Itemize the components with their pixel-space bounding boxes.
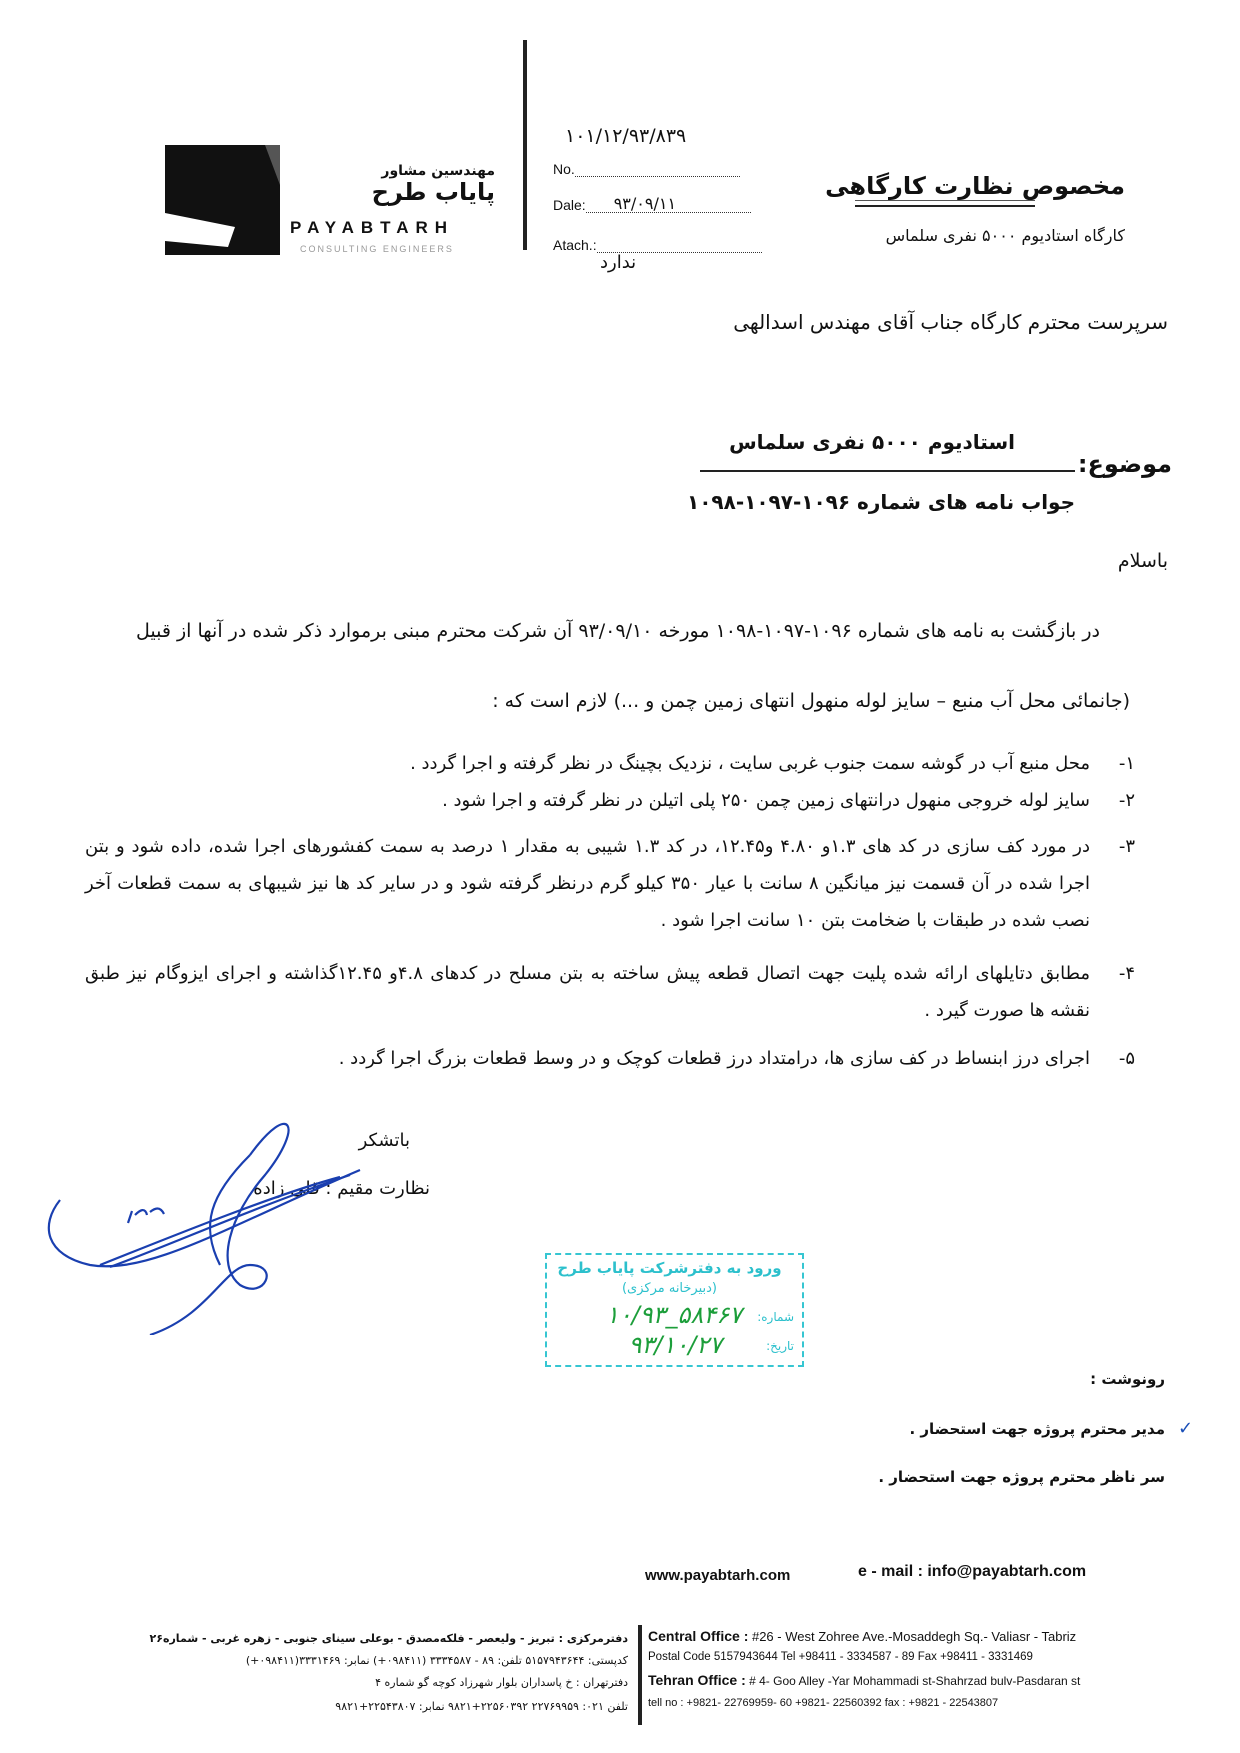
list-item-text: محل منبع آب در گوشه سمت جنوب غربی سایت ، نزدیک بچینگ در نظر گرفته و اجرا گردد . — [410, 753, 1090, 774]
ref-attach-field — [553, 236, 762, 253]
list-item-number: ۱- — [1118, 753, 1135, 774]
footer-fa-central: دفترمرکزی : تبریز - ولیعصر - فلکه‌مصدق - بوعلی سینای جنوبی - زهره غربی - شماره۲۶ — [149, 1632, 628, 1645]
footer-central-office — [648, 1628, 1076, 1644]
subject-title: استادیوم ۵۰۰۰ نفری سلماس — [729, 430, 1015, 454]
ref-attach-dots — [597, 236, 762, 253]
greeting: باسلام — [1117, 550, 1168, 572]
subject-label: موضوع: — [1077, 450, 1172, 478]
signature — [40, 1115, 370, 1335]
subject-divider — [700, 470, 1075, 472]
footer-fa-tehran: دفترتهران : خ پاسداران بلوار شهرزاد کوچه گو شماره ۴ — [375, 1676, 628, 1689]
footer-website: www.payabtarh.com — [645, 1567, 791, 1584]
header-divider — [523, 40, 527, 250]
received-stamp — [545, 1253, 804, 1367]
stamp-number-value: ۱۰/۹۳_۵۸۴۶۷ — [605, 1301, 742, 1329]
cc-recipient: مدیر محترم پروژه جهت استحضار . — [909, 1420, 1165, 1438]
office-title: مخصوص نظارت کارگاهی — [825, 172, 1125, 200]
signer: نظارت مقیم : قلی زاده — [253, 1178, 430, 1199]
footer-tehran-office — [648, 1672, 1080, 1688]
tehran-office-label: Tehran Office : — [648, 1672, 746, 1688]
logo-name-en: PAYABTARH — [290, 218, 455, 237]
ref-attach-label: Atach.: — [553, 237, 597, 253]
recipient: سرپرست محترم کارگاه جناب آقای مهندس اسدالهی — [733, 310, 1168, 334]
ref-attach-value: ندارد — [600, 252, 637, 273]
list-item-text: سایز لوله خروجی منهول درانتهای زمین چمن ۲۵۰ پلی اتیلن در نظر گرفته و اجرا شود . — [442, 790, 1090, 811]
logo-name-fa: پایاب طرح — [371, 178, 495, 206]
stamp-date-label: تاریخ: — [766, 1339, 794, 1353]
footer-tell-line: tell no : +9821- 22769959- 60 +9821- 22560392 fax : +9821 - 22543807 — [648, 1697, 999, 1709]
logo-subtitle-en: CONSULTING ENGINEERS — [300, 244, 454, 254]
list-item — [85, 828, 1135, 939]
ref-date-field — [553, 196, 751, 213]
list-item — [85, 782, 1135, 819]
cc-recipient: سر ناظر محترم پروژه جهت استحضار . — [878, 1468, 1165, 1486]
ref-no-dots — [575, 160, 740, 177]
ref-date-dots — [586, 196, 751, 213]
list-item-text: مطابق دتایلهای ارائه شده پلیت جهت اتصال قطعه پیش ساخته به بتن مسلح در کدهای ۴.۸و ۱۲.۴۵گذاشته و اجرای ایزوگام نیز طبق نقشه ها صورت گیرد . — [85, 963, 1091, 1021]
central-office-address: #26 - West Zohree Ave.-Mosaddegh Sq.- Valiasr - Tabriz — [748, 1629, 1077, 1644]
list-item-text: اجرای درز ابنساط در کف سازی ها، درامتداد درز قطعات کوچک و در وسط قطعات بزرگ اجرا گردد . — [338, 1048, 1090, 1069]
company-logo-mark — [165, 145, 280, 255]
checkmark-icon: ✓ — [1178, 1418, 1194, 1439]
logo-subtitle-fa: مهندسین مشاور — [381, 163, 495, 179]
list-item-text: در مورد کف سازی در کد های ۱.۳و ۴.۸۰ و۱۲.۴۵، در کد ۱.۳ شیبی به مقدار ۱ درصد به سمت کفشورهای اجرا شده، داده شود و بتن اجرا شده در آن قسمت نیز میانگین ۸ سانت با عیار ۳۵۰ کیلو گرم درنظر گرفته شود و در سایر کد ها نیز شیبهای به سمت قطعات آخر نصب شده در طبقات با ضخامت بتن ۱۰ سانت اجرا شود . — [85, 836, 1090, 931]
ref-no-field — [553, 160, 740, 177]
closing: باتشکر — [358, 1130, 410, 1151]
intro-line-2: (جانمائی محل آب منبع – سایز لوله منهول انتهای زمین چمن و ...) لازم است که : — [492, 690, 1130, 712]
list-item — [85, 955, 1135, 1029]
footer-postal-line: Postal Code 5157943644 Tel +98411 - 3334587 - 89 Fax +98411 - 3331469 — [648, 1651, 1033, 1663]
tehran-office-address: # 4- Goo Alley -Yar Mohammadi st-Shahrzad bulv-Pasdaran st — [745, 1674, 1081, 1688]
cc-label: رونوشت : — [1090, 1370, 1165, 1388]
ref-date-label: Dale: — [553, 197, 586, 213]
list-item-number: ۳- — [1118, 836, 1135, 857]
intro-line-1: در بازگشت به نامه های شماره ۱۰۹۶-۱۰۹۷-۱۰۹۸ مورخه ۹۳/۰۹/۱۰ آن شرکت محترم مبنی برموارد ذکر شده در آنها از قبیل — [136, 620, 1100, 642]
central-office-label: Central Office : — [648, 1628, 749, 1644]
footer-email: e - mail : info@payabtarh.com — [858, 1563, 1087, 1580]
stamp-date-value: ۹۳/۱۰/۲۷ — [628, 1331, 722, 1359]
list-item — [85, 745, 1135, 782]
office-title-underline-thick — [855, 205, 1035, 207]
list-item — [85, 1040, 1135, 1077]
subject-reply: جواب نامه های شماره ۱۰۹۶-۱۰۹۷-۱۰۹۸ — [686, 490, 1075, 514]
list-item-number: ۵- — [1118, 1048, 1135, 1069]
footer-divider — [638, 1625, 642, 1725]
stamp-number-label: شماره: — [757, 1310, 794, 1324]
list-item-number: ۴- — [1118, 963, 1135, 984]
site-label: کارگاه استادیوم ۵۰۰۰ نفری سلماس — [885, 226, 1125, 245]
office-title-underline — [855, 200, 1035, 201]
reference-number: ۱۰۱/۱۲/۹۳/۸۳۹ — [565, 125, 687, 147]
footer-fa-postal: کدپستی: ۵۱۵۷۹۴۳۶۴۴ تلفن: ۸۹ - ۳۳۳۴۵۸۷ (۰۹۸۴۱۱+) نمابر: ۳۳۳۱۴۶۹(۰۹۸۴۱۱+) — [245, 1654, 628, 1667]
ref-no-label: No. — [553, 161, 575, 177]
stamp-title: ورود به دفترشرکت پایاب طرح — [557, 1259, 782, 1277]
ref-date-value: ۹۳/۰۹/۱۱ — [613, 194, 677, 213]
footer-fa-tell: تلفن ۰۲۱: ۲۲۷۶۹۹۵۹ ۲۲۵۶۰۳۹۲+۹۸۲۱ نمابر: ۲۲۵۴۳۸۰۷+۹۸۲۱ — [335, 1700, 628, 1713]
list-item-number: ۲- — [1118, 790, 1135, 811]
stamp-subtitle: (دبیرخانه مرکزی) — [621, 1281, 718, 1296]
